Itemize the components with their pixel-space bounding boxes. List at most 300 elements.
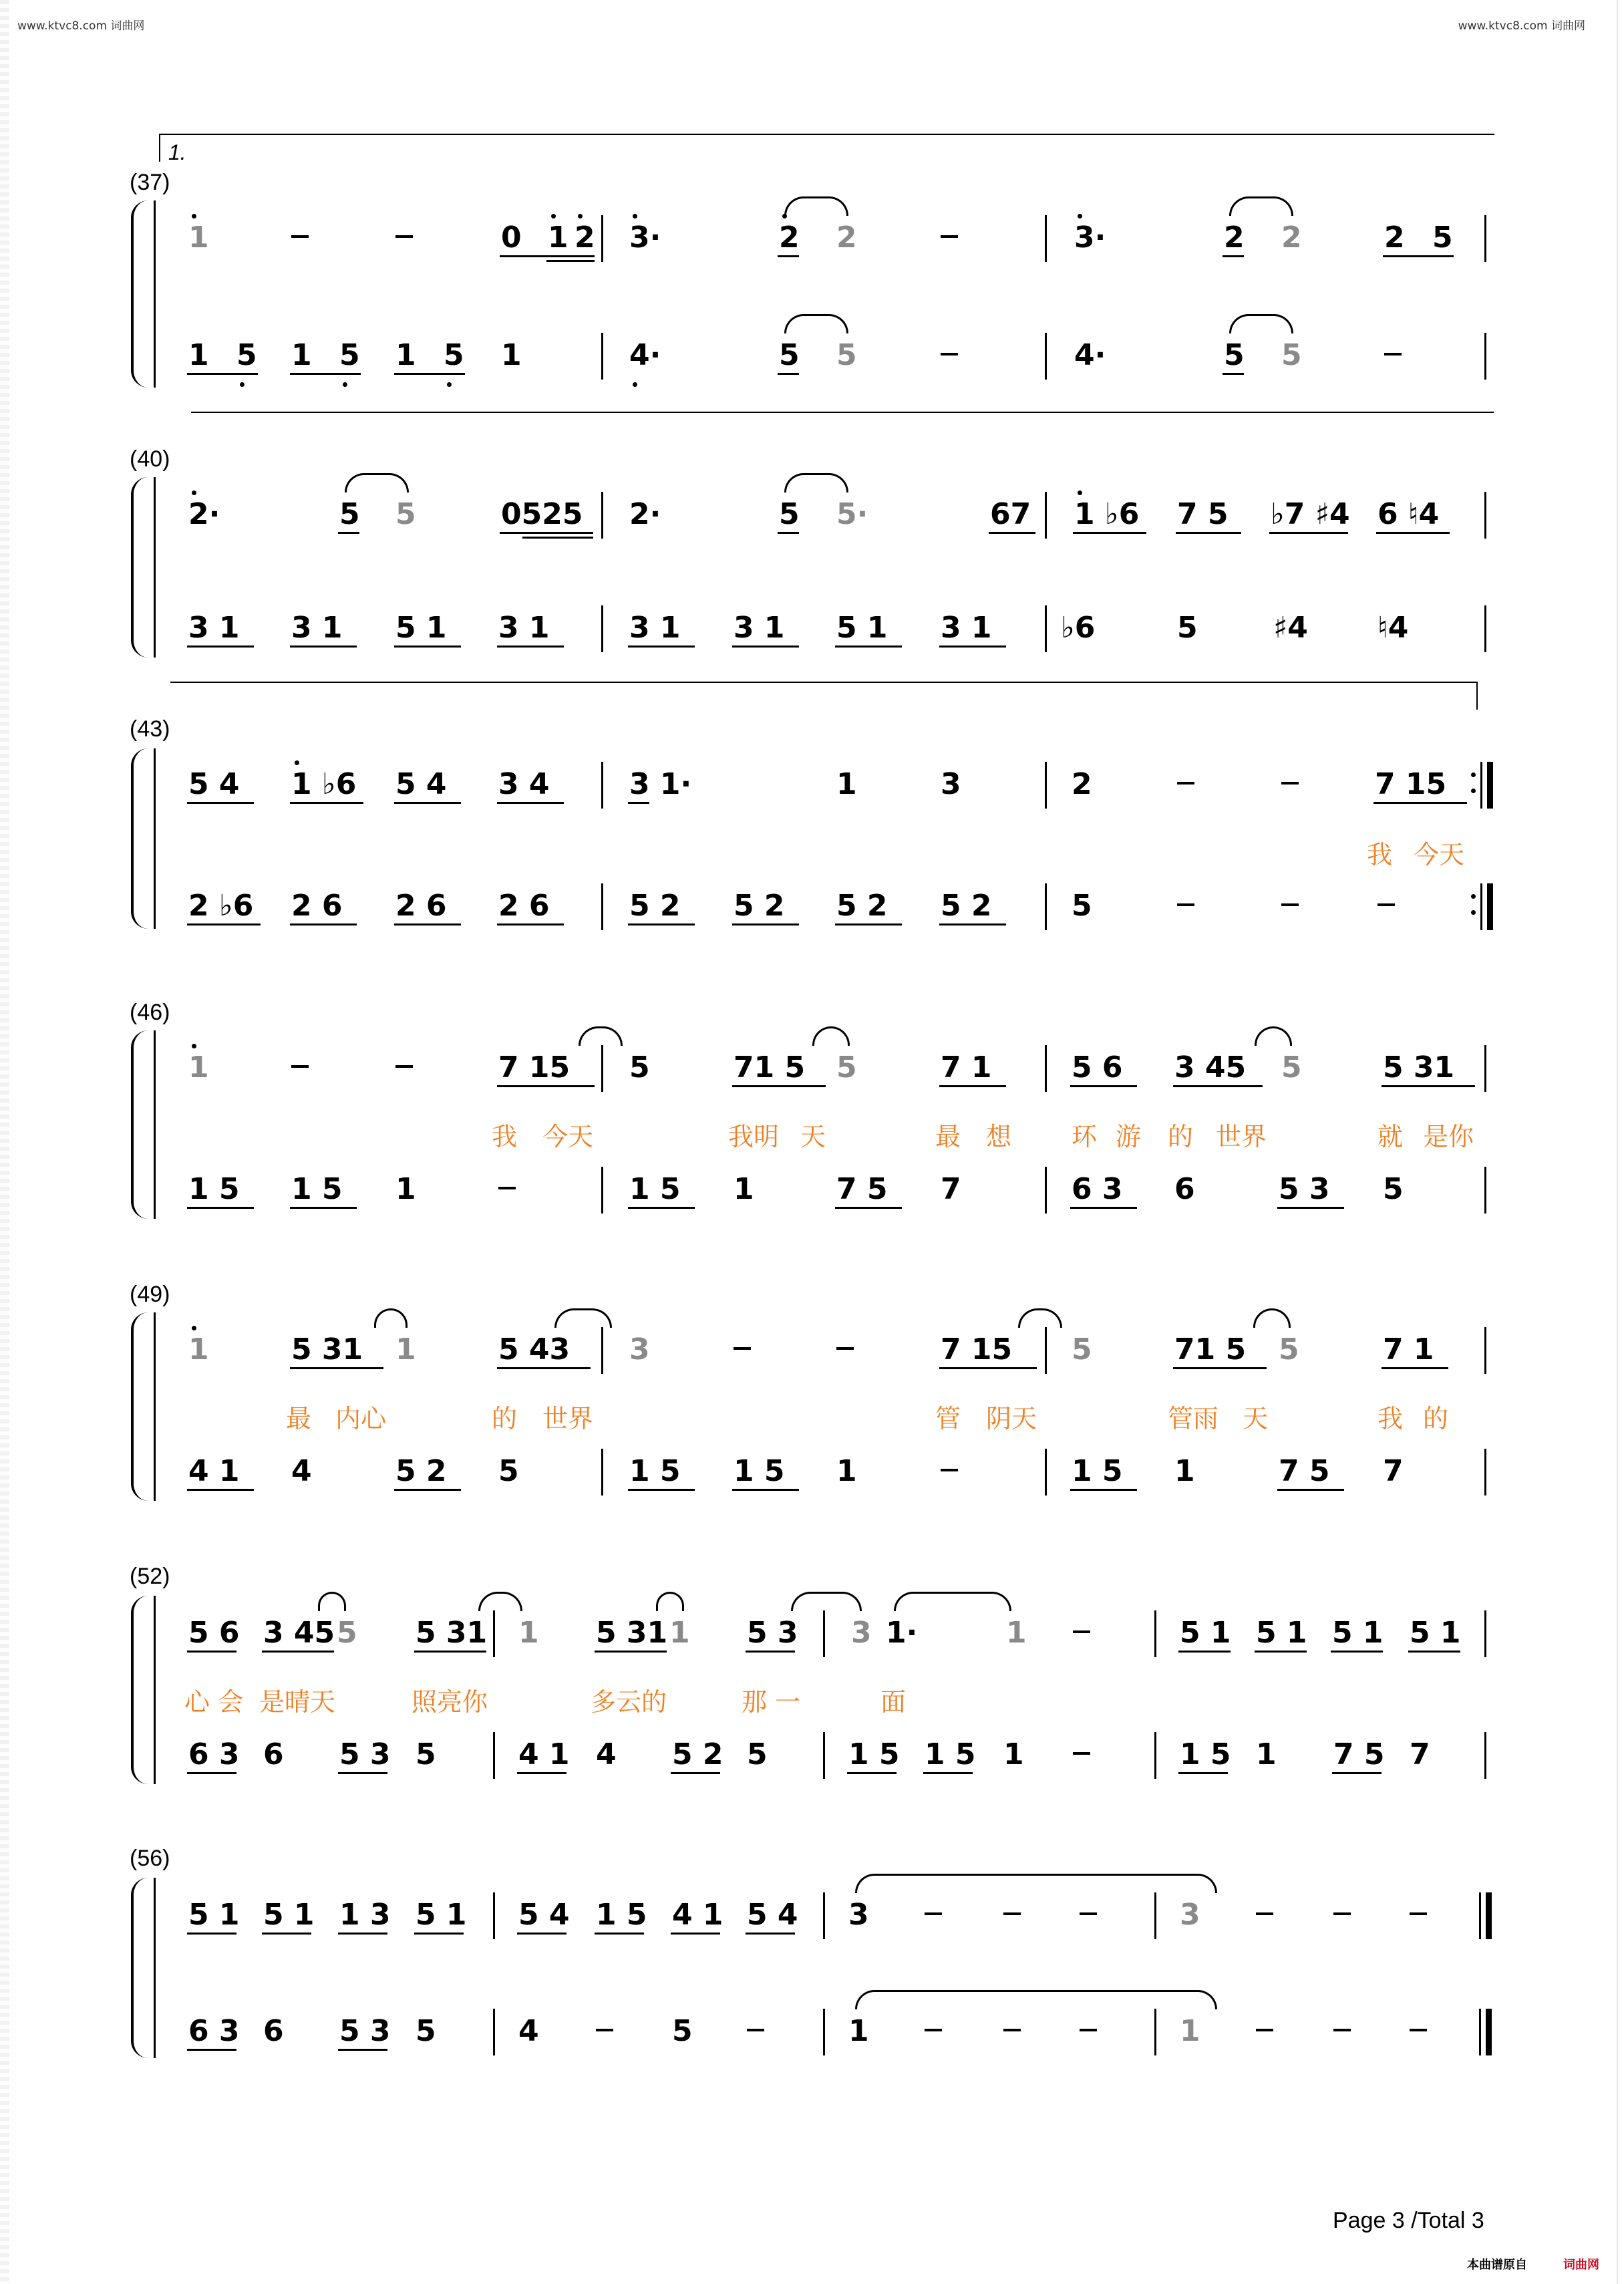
beam bbox=[497, 646, 564, 648]
beam bbox=[187, 373, 258, 375]
beam bbox=[1178, 1651, 1231, 1653]
beam bbox=[290, 923, 357, 925]
note: 1 5 bbox=[629, 1454, 681, 1488]
note: 2· bbox=[188, 497, 220, 531]
note: 1 bbox=[188, 221, 209, 255]
site-watermark-right: www.ktvc8.com 词曲网 bbox=[1458, 19, 1585, 33]
lyric: 游 bbox=[1116, 1122, 1142, 1151]
note: 1 3 bbox=[339, 1898, 391, 1932]
tie bbox=[784, 196, 848, 216]
barline bbox=[1484, 1167, 1486, 1214]
barline bbox=[1484, 1732, 1486, 1779]
beam bbox=[187, 802, 254, 804]
octave-dot bbox=[192, 1326, 196, 1330]
beam bbox=[732, 1085, 826, 1087]
beam bbox=[187, 1933, 236, 1935]
beam bbox=[732, 1489, 799, 1491]
beam bbox=[394, 646, 461, 648]
accompaniment-row bbox=[154, 1445, 1503, 1498]
beam bbox=[1277, 1207, 1344, 1209]
note: 7 bbox=[1410, 1737, 1430, 1771]
barline bbox=[823, 2009, 825, 2055]
accompaniment-row bbox=[154, 1728, 1503, 1781]
octave-dot bbox=[1078, 490, 1082, 495]
note: 7 5 bbox=[1333, 1737, 1385, 1771]
octave-dot bbox=[192, 490, 196, 495]
beam bbox=[1332, 1772, 1382, 1774]
barline bbox=[601, 215, 603, 262]
note: 5 bbox=[1281, 338, 1302, 372]
barline bbox=[601, 1449, 603, 1495]
barline bbox=[1045, 333, 1047, 380]
beam bbox=[1073, 532, 1146, 534]
note: 5 bbox=[416, 1737, 436, 1771]
lyric: 管 bbox=[935, 1404, 961, 1433]
note: 5 4 bbox=[188, 767, 240, 801]
beam bbox=[1373, 802, 1467, 804]
beam bbox=[500, 255, 595, 257]
beam bbox=[628, 646, 695, 648]
tie bbox=[579, 1026, 623, 1046]
note: 4 1 bbox=[672, 1898, 723, 1932]
accompaniment-row bbox=[154, 879, 1503, 933]
note: 5 bbox=[747, 1737, 768, 1771]
beam bbox=[778, 532, 799, 534]
final-barline bbox=[1486, 2009, 1492, 2055]
lyrics-line bbox=[154, 834, 1503, 869]
sustain-dash bbox=[1377, 903, 1395, 906]
note: 5 bbox=[1072, 1332, 1092, 1367]
beam bbox=[187, 1772, 236, 1774]
barline bbox=[493, 1892, 495, 1939]
sustain-dash bbox=[395, 235, 413, 238]
barline bbox=[601, 1045, 603, 1092]
note: 5 bbox=[339, 338, 360, 372]
note: 1 bbox=[848, 2014, 869, 2048]
note: 4· bbox=[1074, 338, 1106, 372]
note: 1 5 bbox=[188, 1172, 240, 1206]
note: 5 1 bbox=[1332, 1616, 1384, 1650]
lyric: 阴天 bbox=[986, 1404, 1037, 1433]
sustain-dash bbox=[1333, 2029, 1351, 2031]
tie bbox=[1229, 196, 1293, 216]
sustain-dash bbox=[941, 353, 958, 355]
repeat-dot bbox=[1471, 910, 1476, 915]
accompaniment-row bbox=[154, 329, 1503, 382]
lyric: 多云的 bbox=[591, 1687, 667, 1717]
barline bbox=[1480, 883, 1482, 930]
note: 3 4 bbox=[498, 767, 550, 801]
note: 5 2 bbox=[395, 1454, 447, 1488]
note: 71 5 bbox=[734, 1050, 806, 1085]
note: 5 31 bbox=[291, 1332, 363, 1367]
note: 1 bbox=[836, 1454, 857, 1488]
sustain-dash bbox=[1003, 2029, 1021, 2031]
measure-number: (46) bbox=[130, 1000, 170, 1025]
note: 5 1 bbox=[188, 1898, 240, 1932]
beam bbox=[497, 1085, 595, 1087]
barline bbox=[1045, 1045, 1047, 1092]
grand-staff-brace bbox=[131, 477, 151, 658]
note: 5 bbox=[1281, 1050, 1302, 1085]
note: 6 3 bbox=[188, 2014, 240, 2048]
barline bbox=[1154, 1892, 1156, 1939]
repeat-dot bbox=[1471, 894, 1476, 899]
beam bbox=[338, 1772, 387, 1774]
barline bbox=[1045, 605, 1047, 652]
note: 7 5 bbox=[836, 1172, 888, 1206]
beam bbox=[671, 1933, 720, 1935]
note: 5 bbox=[1177, 611, 1198, 645]
melody-row bbox=[154, 758, 1503, 811]
lyric: 今天 bbox=[1414, 840, 1465, 869]
barline bbox=[1484, 1610, 1486, 1657]
tie bbox=[894, 1592, 1011, 1611]
note: 1 bbox=[1006, 1616, 1027, 1650]
note: 3· bbox=[629, 221, 661, 255]
tie bbox=[656, 1592, 684, 1611]
lyric: 我明 bbox=[728, 1122, 780, 1151]
beam bbox=[1070, 1085, 1137, 1087]
beam bbox=[394, 802, 461, 804]
note: 7 5 bbox=[1177, 497, 1229, 531]
beam bbox=[1331, 1651, 1383, 1653]
note: 5 1 bbox=[416, 1898, 467, 1932]
note: 1 bbox=[1003, 1737, 1024, 1771]
note: 1 5 bbox=[925, 1737, 976, 1771]
beam bbox=[1223, 255, 1244, 257]
melody-row bbox=[154, 1041, 1503, 1095]
barline bbox=[1479, 2009, 1481, 2055]
melody-row bbox=[154, 1323, 1503, 1377]
note: 5 1 bbox=[836, 611, 888, 645]
beam bbox=[847, 1772, 897, 1774]
lyric: 我 bbox=[492, 1122, 518, 1151]
barline bbox=[493, 2009, 495, 2055]
barline bbox=[1484, 1045, 1486, 1092]
note: 5 bbox=[1072, 889, 1092, 923]
lyric: 世界 bbox=[542, 1404, 594, 1433]
note: 2 6 bbox=[498, 889, 550, 923]
beam bbox=[1383, 255, 1454, 257]
beam bbox=[1173, 1367, 1267, 1369]
lyric: 的 bbox=[1423, 1404, 1449, 1433]
page-edge-strip bbox=[0, 0, 9, 2284]
barline bbox=[1484, 492, 1486, 539]
sustain-dash bbox=[498, 1187, 516, 1189]
beam bbox=[939, 923, 1006, 925]
beam bbox=[290, 646, 357, 648]
site-watermark-left: www.ktvc8.com 词曲网 bbox=[17, 19, 145, 33]
lyric: 面 bbox=[880, 1687, 907, 1717]
sustain-dash bbox=[1003, 1912, 1021, 1915]
beam bbox=[1223, 373, 1244, 375]
grand-staff-brace bbox=[131, 748, 151, 929]
beam bbox=[835, 1207, 902, 1209]
note: ♮4 bbox=[1377, 611, 1409, 645]
note: 1 bbox=[518, 1616, 539, 1650]
grand-staff-brace bbox=[131, 1312, 151, 1501]
note: 7 15 bbox=[498, 1050, 571, 1085]
note: 2 6 bbox=[291, 889, 343, 923]
sustain-dash bbox=[836, 1347, 854, 1350]
note: 5 1 bbox=[1180, 1616, 1231, 1650]
note: 5 2 bbox=[836, 889, 888, 923]
note: 5 6 bbox=[188, 1616, 240, 1650]
beam bbox=[778, 373, 799, 375]
barline bbox=[1480, 762, 1482, 809]
note: 1 5 bbox=[1072, 1454, 1123, 1488]
beam bbox=[1178, 1772, 1228, 1774]
barline bbox=[823, 1892, 825, 1939]
lyric: 就 bbox=[1377, 1122, 1404, 1151]
barline bbox=[1045, 492, 1047, 539]
beam bbox=[778, 255, 799, 257]
beam bbox=[1070, 1489, 1137, 1491]
grand-staff-brace bbox=[131, 1030, 151, 1219]
lyric: 想 bbox=[986, 1122, 1012, 1151]
beam bbox=[746, 1933, 795, 1935]
note: 5 6 bbox=[1072, 1050, 1123, 1085]
melody-row bbox=[154, 1606, 1503, 1660]
barline bbox=[1045, 215, 1047, 262]
low-octave-dot bbox=[343, 382, 347, 387]
note: 5 2 bbox=[629, 889, 681, 923]
note: 1 5 bbox=[291, 1172, 343, 1206]
barline bbox=[601, 762, 603, 809]
beam bbox=[290, 1367, 383, 1369]
note: 7 bbox=[941, 1172, 961, 1206]
sustain-dash bbox=[925, 2029, 942, 2031]
note: 1 bbox=[395, 1172, 416, 1206]
note: 6 bbox=[263, 2014, 284, 2048]
note: 3 bbox=[851, 1616, 872, 1650]
beam bbox=[338, 532, 359, 534]
tie bbox=[855, 1874, 1217, 1893]
beam bbox=[628, 1489, 695, 1491]
barline bbox=[1045, 883, 1047, 930]
sustain-dash bbox=[1384, 353, 1402, 355]
barline bbox=[823, 1732, 825, 1779]
note: 3 1· bbox=[629, 767, 692, 801]
barline bbox=[1154, 2009, 1156, 2055]
tie bbox=[784, 314, 848, 333]
lyric: 天 bbox=[800, 1122, 826, 1151]
note: 3 bbox=[848, 1898, 869, 1932]
lyric: 环 bbox=[1072, 1122, 1098, 1151]
note: 3 bbox=[941, 767, 961, 801]
note: 3 45 bbox=[1174, 1050, 1247, 1085]
note: 5 3 bbox=[339, 2014, 391, 2048]
note: 5 bbox=[779, 497, 800, 531]
first-ending-bracket-end bbox=[170, 682, 1478, 710]
melody-row bbox=[154, 1888, 1503, 1942]
sustain-dash bbox=[941, 235, 958, 238]
beam bbox=[1173, 1085, 1263, 1087]
note: 4· bbox=[629, 338, 661, 372]
sustain-dash bbox=[734, 1347, 751, 1350]
beam bbox=[1277, 1489, 1344, 1491]
tie bbox=[345, 473, 409, 492]
page-right-edge bbox=[1617, 0, 1618, 2284]
low-octave-dot bbox=[447, 382, 452, 387]
lyric: 我 bbox=[1377, 1404, 1404, 1433]
note: 0525 bbox=[501, 497, 583, 531]
tie bbox=[1018, 1308, 1062, 1328]
measure-number: (49) bbox=[130, 1282, 170, 1307]
note: 1 bbox=[188, 338, 209, 372]
beam bbox=[187, 646, 254, 648]
beam bbox=[414, 1651, 486, 1653]
note: 2 bbox=[779, 221, 800, 255]
beam bbox=[394, 1489, 461, 1491]
source-site-link[interactable]: 词曲网 bbox=[1563, 2258, 1599, 2271]
repeat-dot bbox=[1471, 772, 1476, 777]
octave-dot bbox=[192, 1044, 196, 1048]
beam bbox=[939, 1367, 1037, 1369]
note: 5 1 bbox=[263, 1898, 315, 1932]
tie bbox=[855, 1990, 1217, 2009]
sustain-dash bbox=[395, 1065, 413, 1068]
note: 5 bbox=[1383, 1172, 1404, 1206]
beam bbox=[394, 373, 465, 375]
low-octave-dot bbox=[240, 382, 245, 387]
note: 5 bbox=[779, 338, 800, 372]
note: 1 5 bbox=[848, 1737, 900, 1771]
octave-dot bbox=[1078, 214, 1082, 219]
beam bbox=[290, 373, 361, 375]
note: 3 1 bbox=[291, 611, 343, 645]
lyric: 今天 bbox=[542, 1122, 594, 1151]
sustain-dash bbox=[1177, 782, 1194, 784]
tie bbox=[318, 1592, 346, 1611]
repeat-end-barline bbox=[1487, 762, 1493, 809]
beam bbox=[628, 1207, 695, 1209]
barline bbox=[1045, 762, 1047, 809]
note: 4 1 bbox=[188, 1454, 240, 1488]
beam bbox=[394, 923, 461, 925]
sustain-dash bbox=[1080, 1912, 1097, 1915]
first-ending-bracket bbox=[159, 134, 1494, 162]
beam bbox=[628, 802, 649, 804]
note: 5 43 bbox=[498, 1332, 571, 1367]
accompaniment-row bbox=[154, 1163, 1503, 1216]
note: 6 3 bbox=[188, 1737, 240, 1771]
note: 1 5 bbox=[1180, 1737, 1231, 1771]
note: 1 bbox=[1256, 1737, 1277, 1771]
beam bbox=[835, 646, 902, 648]
lyric: 那 一 bbox=[742, 1687, 801, 1717]
beam bbox=[262, 1933, 311, 1935]
beam bbox=[497, 802, 564, 804]
note: 3 1 bbox=[734, 611, 785, 645]
note: 3· bbox=[1074, 221, 1106, 255]
note: 6 bbox=[263, 1737, 284, 1771]
note: 1 5 bbox=[734, 1454, 785, 1488]
beam bbox=[187, 1651, 236, 1653]
note: 1 ♭6 bbox=[291, 767, 357, 801]
note: 5· bbox=[836, 497, 868, 531]
sustain-dash bbox=[291, 1065, 309, 1068]
beam bbox=[546, 260, 595, 262]
beam bbox=[500, 532, 593, 534]
note: ♭7 ♯4 bbox=[1271, 497, 1350, 531]
barline bbox=[1045, 1167, 1047, 1214]
melody-row bbox=[154, 211, 1503, 265]
beam bbox=[1408, 1651, 1460, 1653]
barline bbox=[1484, 333, 1486, 380]
sustain-dash bbox=[1281, 782, 1299, 784]
sustain-dash bbox=[747, 2029, 764, 2031]
beam bbox=[628, 923, 695, 925]
final-barline bbox=[1486, 1892, 1492, 1939]
barline bbox=[1484, 1449, 1486, 1495]
note: 6 bbox=[1174, 1172, 1195, 1206]
note: 5 3 bbox=[1279, 1172, 1330, 1206]
note: 1 bbox=[501, 338, 522, 372]
note: ♯4 bbox=[1273, 611, 1308, 645]
note: 5 2 bbox=[734, 889, 785, 923]
grand-staff-brace bbox=[131, 1878, 151, 2058]
note: 6 ♮4 bbox=[1377, 497, 1440, 531]
note: 1 bbox=[734, 1172, 754, 1206]
note: 5 31 bbox=[596, 1616, 668, 1650]
tie bbox=[1229, 314, 1293, 333]
sustain-dash bbox=[1256, 1912, 1273, 1915]
barline bbox=[1484, 1327, 1486, 1374]
note: 5 1 bbox=[1410, 1616, 1461, 1650]
volta-label: 1. bbox=[168, 140, 186, 164]
note: 1 bbox=[669, 1616, 690, 1650]
sustain-dash bbox=[941, 1469, 958, 1471]
barline bbox=[601, 883, 603, 930]
beam bbox=[338, 1933, 387, 1935]
beam bbox=[989, 532, 1035, 534]
lyrics-line bbox=[154, 1681, 1503, 1717]
sustain-dash bbox=[1281, 903, 1299, 906]
lyric: 最 bbox=[935, 1122, 961, 1151]
note: 3 1 bbox=[941, 611, 992, 645]
beam bbox=[517, 1772, 566, 1774]
note: 5 31 bbox=[1383, 1050, 1455, 1085]
tie bbox=[478, 1592, 522, 1611]
note: 5 31 bbox=[416, 1616, 488, 1650]
note: 5 4 bbox=[395, 767, 447, 801]
note: 1 bbox=[188, 1332, 209, 1367]
beam bbox=[187, 1489, 254, 1491]
tie bbox=[784, 473, 848, 492]
accompaniment-row bbox=[154, 2005, 1503, 2058]
barline bbox=[601, 1167, 603, 1214]
note: 1 bbox=[548, 221, 569, 255]
note: 5 bbox=[836, 338, 857, 372]
note: 5 bbox=[337, 1616, 357, 1650]
note: 5 2 bbox=[672, 1737, 723, 1771]
beam bbox=[939, 1085, 1006, 1087]
measure-number: (43) bbox=[130, 716, 170, 742]
note: 1 bbox=[1174, 1454, 1195, 1488]
note: 5 4 bbox=[518, 1898, 570, 1932]
note: 1 bbox=[395, 1332, 416, 1367]
note: 1 bbox=[1180, 2014, 1200, 2048]
note: 2 bbox=[575, 221, 595, 255]
lyric: 世界 bbox=[1216, 1122, 1267, 1151]
note: 1 bbox=[836, 767, 857, 801]
note: 2 bbox=[1224, 221, 1245, 255]
measure-number: (40) bbox=[130, 446, 170, 472]
note: 2 bbox=[1384, 221, 1405, 255]
barline bbox=[1154, 1732, 1156, 1779]
